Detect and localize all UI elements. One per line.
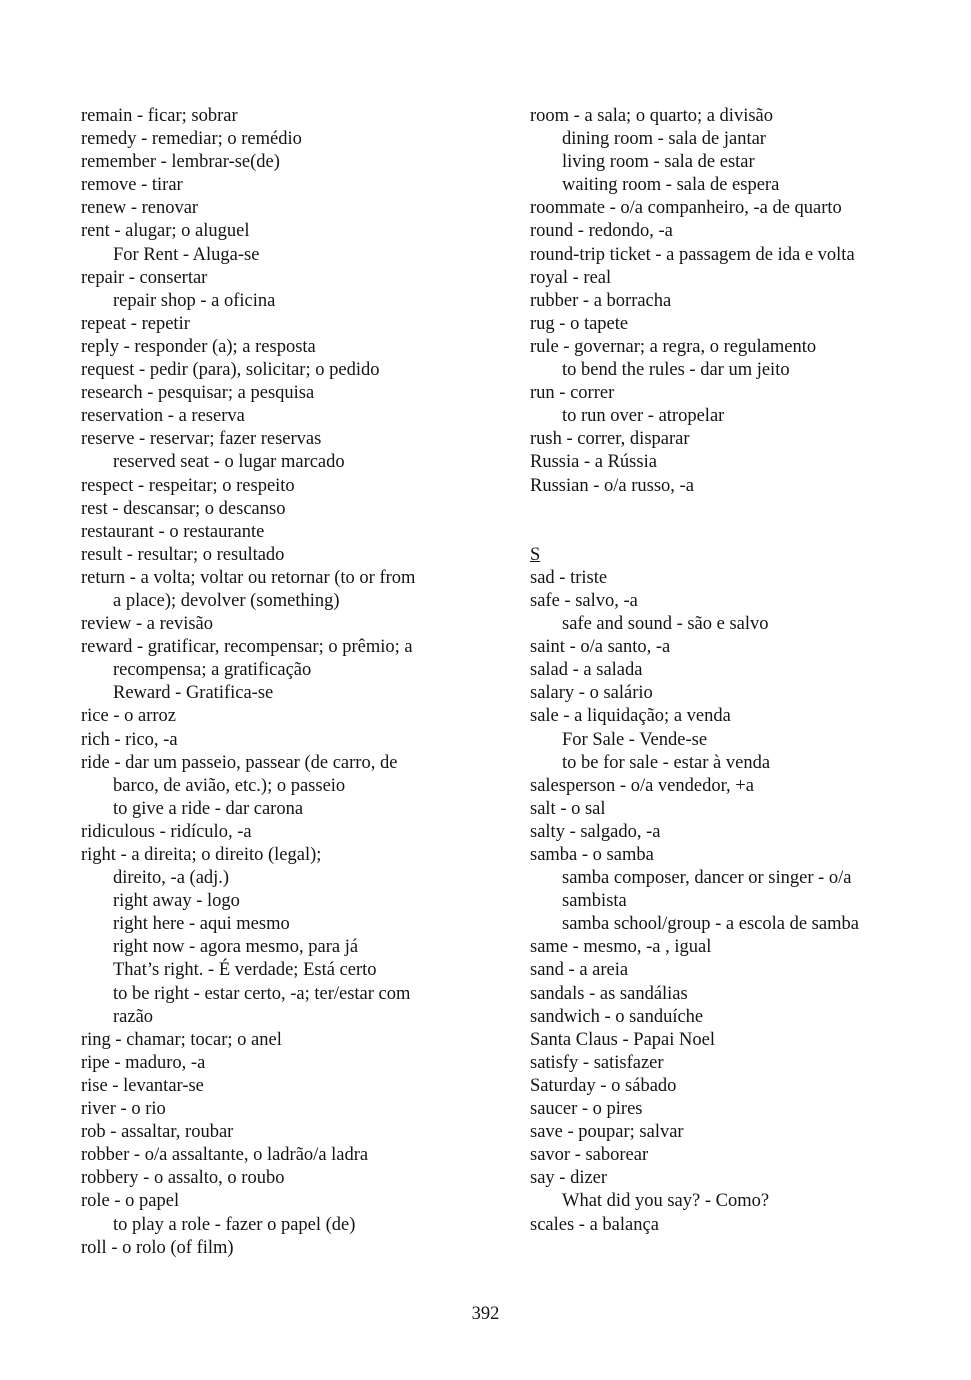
glossary-entry: right here - aqui mesmo [113,914,290,935]
glossary-entry: sandals - as sandálias [530,983,688,1004]
glossary-entry: saint - o/a santo, -a [530,637,671,658]
glossary-entry: salty - salgado, -a [530,821,661,842]
glossary-entry: roll - o rolo (of film) [81,1237,234,1258]
glossary-entry: reservation - a reserva [81,406,245,427]
glossary-entry: result - resultar; o resultado [81,544,285,565]
glossary-entry: barco, de avião, etc.); o passeio [113,775,346,796]
glossary-entry: rug - o tapete [530,313,629,334]
glossary-entry: living room - sala de estar [562,152,755,173]
glossary-entry: remain - ficar; sobrar [81,106,238,126]
glossary-entry: roommate - o/a companheiro, -a de quarto [530,198,842,219]
glossary-entry: request - pedir (para), solicitar; o pedido [81,360,380,381]
glossary-entry: rise - levantar-se [81,1075,204,1096]
blank-line [530,498,930,521]
glossary-entry: right - a direita; o direito (legal); [81,845,322,865]
glossary-entry: recompensa; a gratificação [113,660,312,681]
glossary-entry: safe and sound - são e salvo [562,614,769,635]
glossary-entry: saucer - o pires [530,1099,643,1120]
glossary-entry: sale - a liquidação; a venda [530,706,731,727]
glossary-entry: reward - gratificar, recompensar; o prêmio; a [81,637,413,658]
glossary-entry: rule - governar; a regra, o regulamento [530,336,817,357]
glossary-entry: restaurant - o restaurante [81,521,265,542]
glossary-entry: save - poupar; salvar [530,1122,684,1143]
glossary-entry: Russia - a Rússia [530,452,657,473]
glossary-entry: razão [113,1006,154,1027]
glossary-entry: direito, -a (adj.) [113,868,230,889]
glossary-entry: repeat - repetir [81,313,190,334]
left-column [81,105,481,1260]
glossary-entry: scales - a balança [530,1214,659,1235]
right-column [530,105,930,1237]
glossary-entry: remedy - remediar; o remédio [81,129,302,150]
glossary-entry: role - o papel [81,1191,180,1212]
glossary-entry: satisfy - satisfazer [530,1052,664,1073]
section-heading: S [530,544,541,565]
glossary-entry: dining room - sala de jantar [562,129,766,150]
page-number: 392 [471,1304,500,1324]
glossary-entry: repair shop - a oficina [113,290,276,311]
glossary-entry: sandwich - o sanduíche [530,1006,704,1027]
glossary-entry: a place); devolver (something) [113,590,340,611]
glossary-entry: samba composer, dancer or singer - o/a [562,868,852,889]
glossary-entry: rest - descansar; o descanso [81,498,286,519]
glossary-entry: rich - rico, -a [81,729,178,750]
glossary-entry: sambista [562,891,627,912]
glossary-entry: right away - logo [113,891,240,912]
glossary-entry: Reward - Gratifica-se [113,683,274,704]
glossary-entry: salad - a salada [530,660,643,681]
glossary-entry: same - mesmo, -a , igual [530,937,712,958]
glossary-entry: rubber - a borracha [530,290,672,311]
glossary-entry: to be for sale - estar à venda [562,752,771,773]
glossary-entry: round - redondo, -a [530,221,673,242]
glossary-entry: rice - o arroz [81,706,177,727]
glossary-entry: reserve - reservar; fazer reservas [81,429,322,450]
glossary-entry: What did you say? - Como? [562,1191,770,1212]
glossary-entry: to play a role - fazer o papel (de) [113,1214,356,1235]
glossary-entry: remember - lembrar-se(de) [81,152,280,173]
glossary-entry: renew - renovar [81,198,199,219]
glossary-entry: reserved seat - o lugar marcado [113,452,345,473]
glossary-entry: research - pesquisar; a pesquisa [81,383,315,404]
glossary-entry: ring - chamar; tocar; o anel [81,1029,282,1050]
glossary-entry: repair - consertar [81,267,208,288]
glossary-entry: safe - salvo, -a [530,590,638,611]
glossary-entry: salary - o salário [530,683,653,704]
glossary-entry: Saturday - o sábado [530,1075,677,1096]
glossary-entry: salt - o sal [530,798,606,819]
glossary-entry: to bend the rules - dar um jeito [562,360,790,381]
blank-line [530,521,930,544]
glossary-entry: round-trip ticket - a passagem de ida e volta [530,244,855,265]
glossary-entry: royal - real [530,267,612,288]
glossary-entry: sand - a areia [530,960,629,981]
glossary-entry: rush - correr, disparar [530,429,690,450]
glossary-entry: to run over - atropelar [562,406,725,427]
glossary-entry: river - o rio [81,1099,166,1120]
glossary-entry: review - a revisão [81,614,214,635]
glossary-entry: room - a sala; o quarto; a divisão [530,106,774,126]
glossary-entry: waiting room - sala de espera [562,175,780,196]
glossary-entry: reply - responder (a); a resposta [81,336,316,357]
glossary-entry: For Sale - Vende-se [562,729,708,750]
glossary-entry: samba - o samba [530,845,654,865]
glossary-entry: For Rent - Aluga-se [113,244,260,265]
glossary-entry: samba school/group - a escola de samba [562,914,859,935]
glossary-entry: sad - triste [530,567,608,588]
glossary-entry: savor - saborear [530,1145,649,1166]
glossary-entry: right now - agora mesmo, para já [113,937,359,958]
glossary-entry: salesperson - o/a vendedor, +a [530,775,754,796]
glossary-entry: robber - o/a assaltante, o ladrão/a ladra [81,1145,369,1166]
glossary-entry: run - correr [530,383,615,404]
glossary-entry: rent - alugar; o aluguel [81,221,250,242]
glossary-entry: ridiculous - ridículo, -a [81,821,252,842]
glossary-entry: respect - respeitar; o respeito [81,475,295,496]
glossary-entry: ripe - maduro, -a [81,1052,206,1073]
glossary-entry: Santa Claus - Papai Noel [530,1029,715,1050]
glossary-entry: Russian - o/a russo, -a [530,475,694,496]
glossary-entry: to be right - estar certo, -a; ter/estar com [113,983,411,1004]
glossary-entry: return - a volta; voltar ou retornar (to or from [81,567,416,588]
glossary-entry: ride - dar um passeio, passear (de carro, de [81,752,398,773]
glossary-entry: rob - assaltar, roubar [81,1122,234,1143]
glossary-entry: say - dizer [530,1168,608,1189]
glossary-entry: That’s right. - É verdade; Está certo [113,960,377,981]
glossary-entry: to give a ride - dar carona [113,798,304,819]
glossary-entry: robbery - o assalto, o roubo [81,1168,285,1189]
glossary-entry: remove - tirar [81,175,183,196]
